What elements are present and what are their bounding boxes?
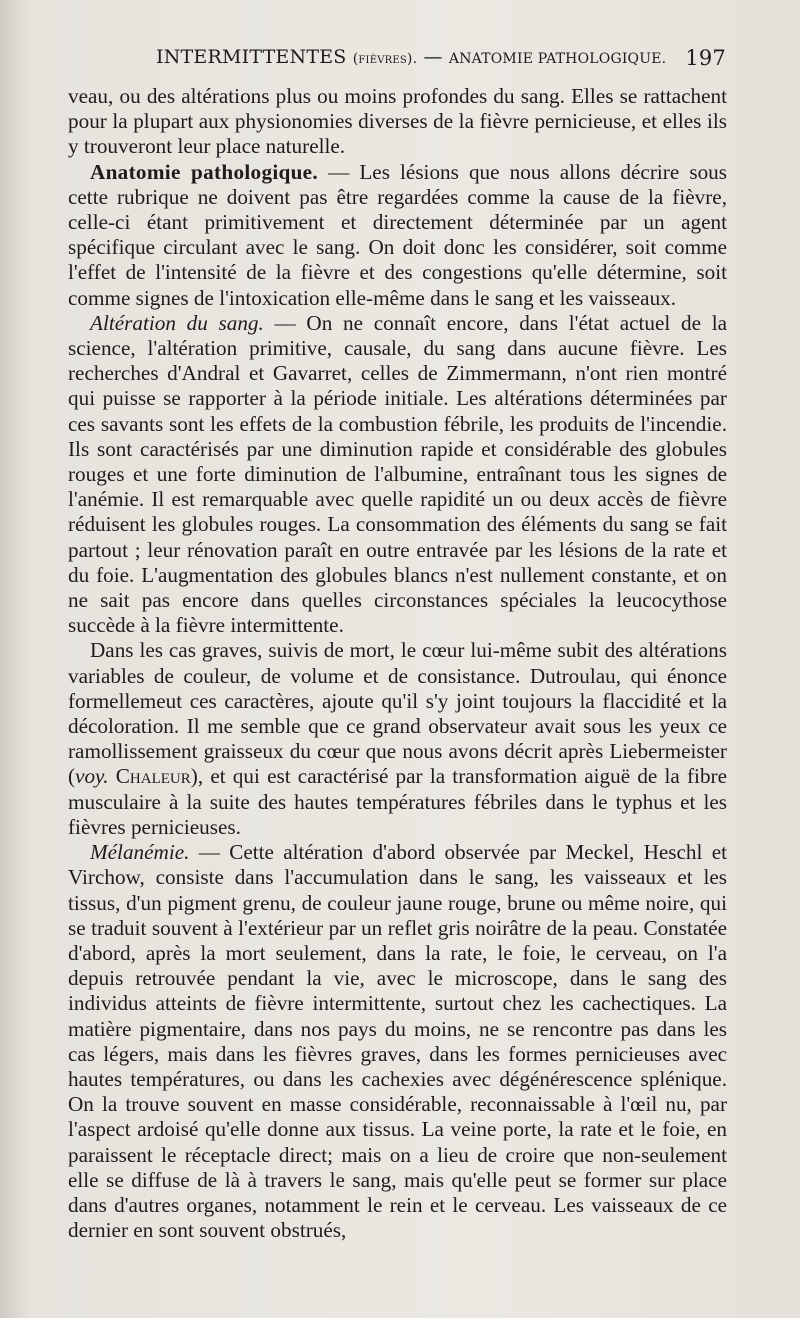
paragraph-text bbox=[109, 764, 116, 788]
paragraph-p2 bbox=[68, 160, 727, 311]
header-title-main: INTERMITTENTES bbox=[156, 46, 347, 68]
paragraph-italic-text: voy. bbox=[75, 764, 109, 789]
paragraph-italic-text: Altération du sang. bbox=[90, 310, 264, 335]
paragraph-p5 bbox=[68, 840, 727, 1243]
paragraph-p3 bbox=[68, 311, 727, 639]
paragraph-bold-text: Anatomie pathologique. bbox=[90, 159, 318, 184]
paragraph-text: — Les lésions que nous allons décrire sous cette rubrique ne doivent pas être regardées comme la cause de la fièvre, celle-ci étant primitivement et directement déterminée par un agent spécifique circulant avec le sang. On doit donc les considérer, soit comme l'effet de l'intensité de la fièvre et des congestions qu'elle détermine, soit comme signes de l'intoxication elle-même dans le sang et les vaisseaux. bbox=[68, 159, 727, 310]
paragraph-p1 bbox=[68, 84, 727, 160]
header-title bbox=[156, 46, 666, 68]
page-body bbox=[68, 84, 727, 1243]
paragraph-p4 bbox=[68, 638, 727, 840]
paragraph-text: veau, ou des altérations plus ou moins profondes du sang. Elles se rattachent pour la plupart aux physionomies diverses de la fièvre pernicieuse, et elles ils y trouveront leur place naturelle. bbox=[68, 84, 727, 159]
paragraph-text: — On ne connaît encore, dans l'état actuel de la science, l'altération primitive, causale, du sang dans aucune fièvre. Les recherches d'Andral et Gavarret, celles de Zimmermann, n'ont rien montré qui puisse se rapporter à la période initiale. Les altérations déterminées par ces savants sont les effets de la combustion fébrile, les produits de l'incendie. Ils sont caractérisés par une diminution rapide et considérable des globules rouges et une forte diminution de l'albumine, entraînant tous les signes de l'anémie. Il est remarquable avec quelle rapidité un ou deux accès de fièvre réduisent les globules rouges. La consommation des éléments du sang se fait partout ; leur rénovation paraît en outre entravée par les lésions de la rate et du foie. L'augmentation des globules blancs n'est nullement constante, et on ne sait pas encore dans quelles circonstances spéciales la leucocythose succède à la fièvre intermittente. bbox=[68, 310, 727, 638]
page-number: 197 bbox=[685, 46, 726, 70]
header-title-paren: (fièvres). bbox=[352, 51, 418, 67]
paragraph-text: — Cette altération d'abord observée par Meckel, Heschl et Virchow, consiste dans l'accumulation dans le sang, les vaisseaux et les tissus, d'un pigment grenu, de couleur jaune rouge, brune ou même noire, qui se traduit souvent à l'extérieur par un reflet gris noirâtre de la peau. Constatée d'abord, après la mort seulement, dans la rate, le foie, le cerveau, on l'a depuis retrouvée pendant la vie, avec le microscope, dans le sang des individus atteints de fièvre intermittente, surtout chez les cachectiques. La matière pigmentaire, dans nos pays du moins, ne se rencontre pas dans les cas légers, mais dans les fièvres graves, dans les formes pernicieuses avec hautes températures, ou dans les cachexies avec dégénérescence splénique. On la trouve souvent en masse considérable, reconnaissable à l'œil nu, par l'aspect ardoisé qu'elle donne aux tissus. La veine porte, la rate et le foie, en paraissent le réceptacle direct; mais on a lieu de croire que non-seulement elle se diffuse de là à travers le sang, mais qu'elle peut se former sur place dans d'autres organes, notamment le rein et le cerveau. Les vaisseaux de ce dernier en sont souvent obstrués, bbox=[68, 840, 727, 1243]
paragraph-smallcaps-text: Chaleur bbox=[115, 764, 191, 789]
running-header bbox=[68, 46, 726, 74]
header-section: ANATOMIE PATHOLOGIQUE. bbox=[448, 51, 667, 67]
paragraph-italic-text: Mélanémie. bbox=[90, 840, 190, 865]
header-title-dash: — bbox=[417, 46, 449, 68]
paragraph-text: ), et qui est caractérisé par la transformation aiguë de la fibre musculaire à la suite des hautes températures fébriles dans le typhus et les fièvres pernicieuses. bbox=[68, 764, 727, 839]
paragraph-text: Dans les cas graves, suivis de mort, le cœur lui-même subit des altérations variables de couleur, de volume et de consistance. Dutroulau, qui énonce formellemeut ces caractères, ajoute qu'il s'y joint toujours la flaccidité et la décoloration. Il me semble que ce grand observateur avait sous les yeux ce ramollissement graisseux du cœur que nous avons décrit après Liebermeister ( bbox=[68, 638, 727, 789]
